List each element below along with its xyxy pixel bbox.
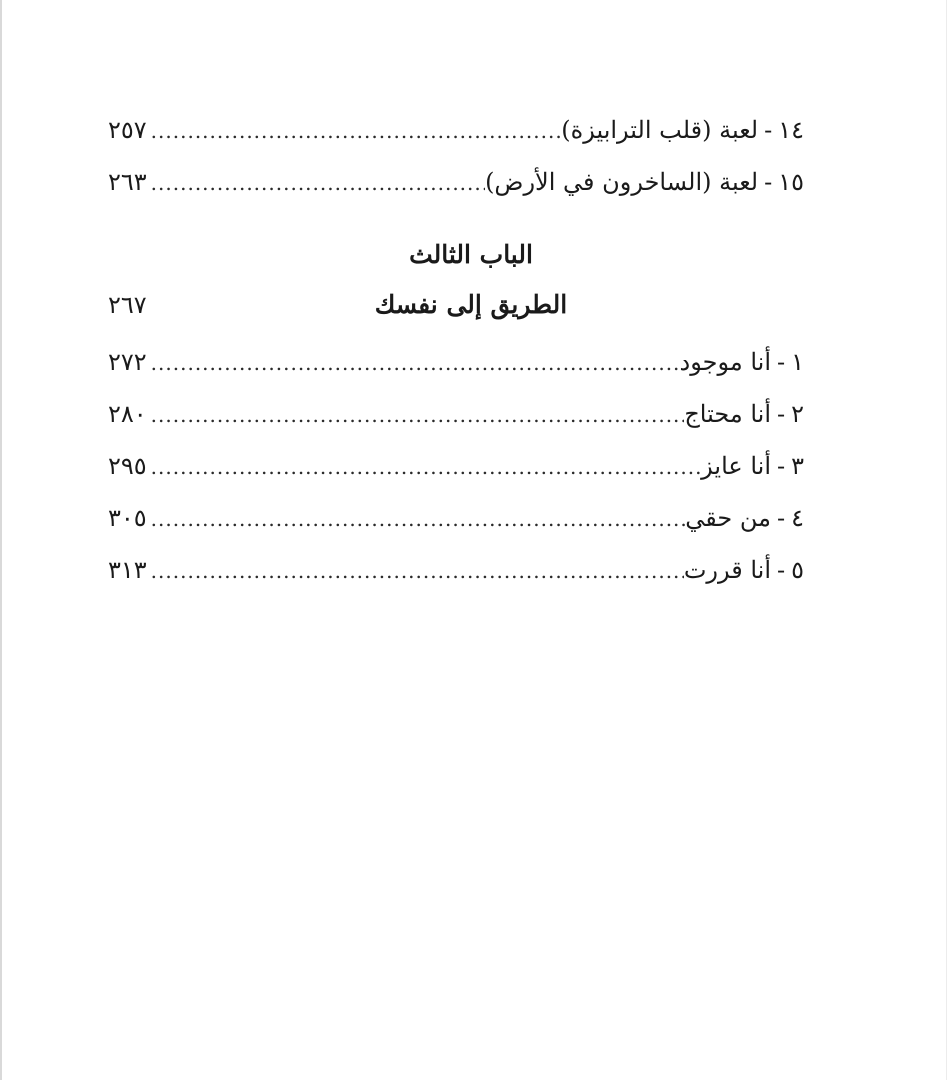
table-of-contents bbox=[108, 110, 804, 602]
entry-title: أنا قررت bbox=[683, 556, 771, 584]
entry-page-number: ٢٥٧ bbox=[108, 116, 147, 144]
dot-leader bbox=[147, 163, 485, 203]
part-three-header bbox=[108, 234, 804, 336]
dot-leader bbox=[147, 395, 685, 435]
toc-entry bbox=[108, 162, 804, 214]
entry-page-number: ٣١٣ bbox=[108, 556, 147, 584]
toc-entry bbox=[108, 498, 804, 550]
part-subtitle: الطريق إلى نفسك bbox=[374, 290, 568, 319]
entry-number: ١٥ bbox=[778, 168, 804, 196]
toc-entry bbox=[108, 394, 804, 446]
entry-number: ٥ bbox=[791, 556, 804, 584]
entry-page-number: ٢٨٠ bbox=[108, 400, 147, 428]
dot-leader bbox=[147, 343, 680, 383]
dot-leader bbox=[147, 499, 686, 539]
entry-number: ٢ bbox=[791, 400, 804, 428]
entry-separator: - bbox=[777, 504, 786, 532]
entry-number: ٣ bbox=[791, 452, 804, 480]
entry-separator: - bbox=[777, 400, 786, 428]
entry-separator: - bbox=[777, 452, 786, 480]
entry-page-number: ٢٧٢ bbox=[108, 348, 147, 376]
entry-title: لعبة (الساخرون في الأرض) bbox=[485, 168, 759, 196]
dot-leader bbox=[147, 447, 701, 487]
part-page-number: ٢٦٧ bbox=[108, 291, 147, 319]
page-left-edge bbox=[0, 0, 2, 1080]
entry-title: لعبة (قلب الترابيزة) bbox=[561, 116, 759, 144]
entry-number: ١٤ bbox=[778, 116, 804, 144]
toc-entry bbox=[108, 446, 804, 498]
toc-entry bbox=[108, 110, 804, 162]
entry-separator: - bbox=[764, 168, 773, 196]
entry-page-number: ٢٦٣ bbox=[108, 168, 147, 196]
toc-entry bbox=[108, 342, 804, 394]
entry-title: من حقي bbox=[685, 504, 771, 532]
part-subheading-line bbox=[108, 284, 804, 336]
entry-title: أنا موجود bbox=[679, 348, 771, 376]
entry-number: ١ bbox=[791, 348, 804, 376]
part-heading: الباب الثالث bbox=[409, 240, 533, 269]
entry-separator: - bbox=[777, 556, 786, 584]
entry-separator: - bbox=[764, 116, 773, 144]
entry-title: أنا عايز bbox=[701, 452, 771, 480]
dot-leader bbox=[147, 551, 684, 591]
entry-separator: - bbox=[777, 348, 786, 376]
entry-page-number: ٣٠٥ bbox=[108, 504, 147, 532]
entry-page-number: ٢٩٥ bbox=[108, 452, 147, 480]
entry-number: ٤ bbox=[791, 504, 804, 532]
entry-title: أنا محتاج bbox=[684, 400, 771, 428]
toc-entry bbox=[108, 550, 804, 602]
dot-leader bbox=[147, 111, 562, 151]
